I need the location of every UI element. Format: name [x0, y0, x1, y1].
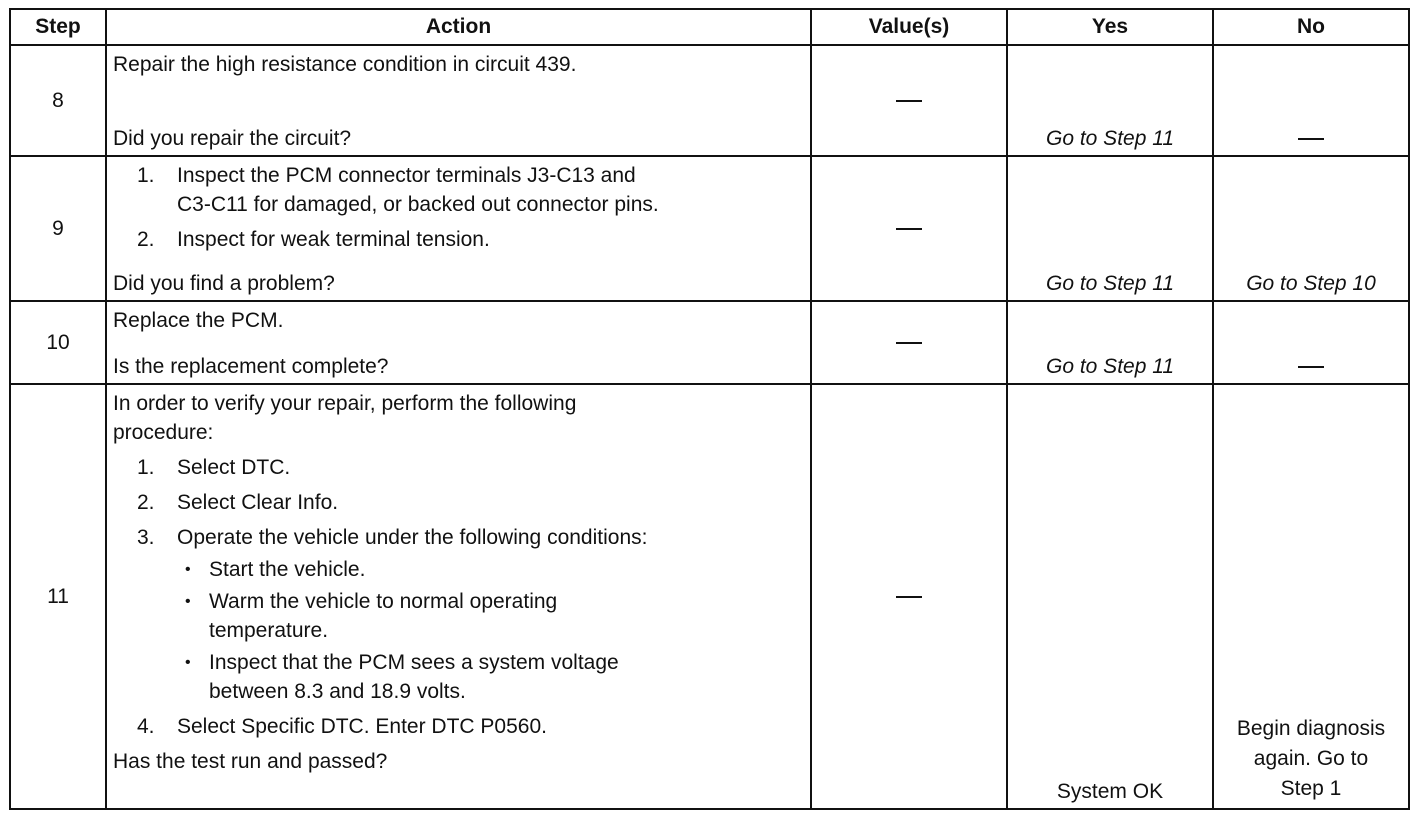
list-item: 2. Select Clear Info. [137, 491, 339, 514]
bullet-icon: • [185, 654, 191, 671]
yes-cell: Go to Step 11 [1007, 156, 1213, 301]
step-number: 10 [10, 301, 106, 384]
value-cell [811, 45, 1007, 156]
action-intro: In order to verify your repair, perform the following procedure: [113, 392, 577, 444]
table-row [10, 45, 1409, 156]
list-item: 3. Operate the vehicle under the following conditions: [137, 526, 648, 549]
no-cell: Go to Step 10 [1213, 156, 1409, 301]
step-number: 8 [10, 45, 106, 156]
step-number: 11 [10, 384, 106, 809]
value-dash [896, 228, 922, 230]
action-question: Did you repair the circuit? [113, 127, 352, 150]
no-dash [1298, 138, 1324, 140]
list-item: 2. Inspect for weak terminal tension. [137, 228, 490, 251]
action-question: Is the replacement complete? [113, 355, 389, 378]
header-yes: Yes [1007, 9, 1213, 45]
yes-cell: Go to Step 11 [1007, 301, 1213, 384]
list-item: 1. Select DTC. [137, 456, 291, 479]
yes-cell: Go to Step 11 [1007, 45, 1213, 156]
bullet-icon: • [185, 593, 191, 610]
list-item: 1. Inspect the PCM connector terminals J3-C13 and C3-C11 for damaged, or backed out connector pins. [137, 164, 659, 216]
bullet-item: • Start the vehicle. [113, 555, 804, 584]
table-row [10, 384, 1409, 809]
no-cell [1213, 45, 1409, 156]
header-row [10, 9, 1409, 45]
header-no: No [1213, 9, 1409, 45]
action-cell [106, 156, 811, 301]
action-cell [106, 384, 811, 809]
value-dash [896, 100, 922, 102]
value-dash [896, 596, 922, 598]
yes-cell: System OK [1007, 384, 1213, 809]
action-cell [106, 301, 811, 384]
value-cell [811, 156, 1007, 301]
no-dash [1298, 366, 1324, 368]
no-cell: Begin diagnosis again. Go to Step 1 [1213, 384, 1409, 809]
table-row [10, 301, 1409, 384]
header-values: Value(s) [811, 9, 1007, 45]
action-cell [106, 45, 811, 156]
action-text: Replace the PCM. [113, 309, 284, 332]
bullet-icon: • [185, 561, 191, 578]
header-step: Step [10, 9, 106, 45]
bullet-item: • Inspect that the PCM sees a system voltage between 8.3 and 18.9 volts. [113, 648, 804, 706]
list-item: 4. Select Specific DTC. Enter DTC P0560. [137, 715, 547, 738]
action-steps [113, 161, 804, 254]
value-cell [811, 384, 1007, 809]
value-dash [896, 342, 922, 344]
diagnostic-table [9, 8, 1410, 810]
action-text: Repair the high resistance condition in circuit 439. [113, 53, 577, 76]
value-cell [811, 301, 1007, 384]
no-cell [1213, 301, 1409, 384]
table-row [10, 156, 1409, 301]
header-action: Action [106, 9, 811, 45]
bullet-item: • Warm the vehicle to normal operating temperature. [113, 587, 804, 645]
action-question: Has the test run and passed? [113, 750, 388, 773]
step-number: 9 [10, 156, 106, 301]
action-question: Did you find a problem? [113, 272, 335, 295]
